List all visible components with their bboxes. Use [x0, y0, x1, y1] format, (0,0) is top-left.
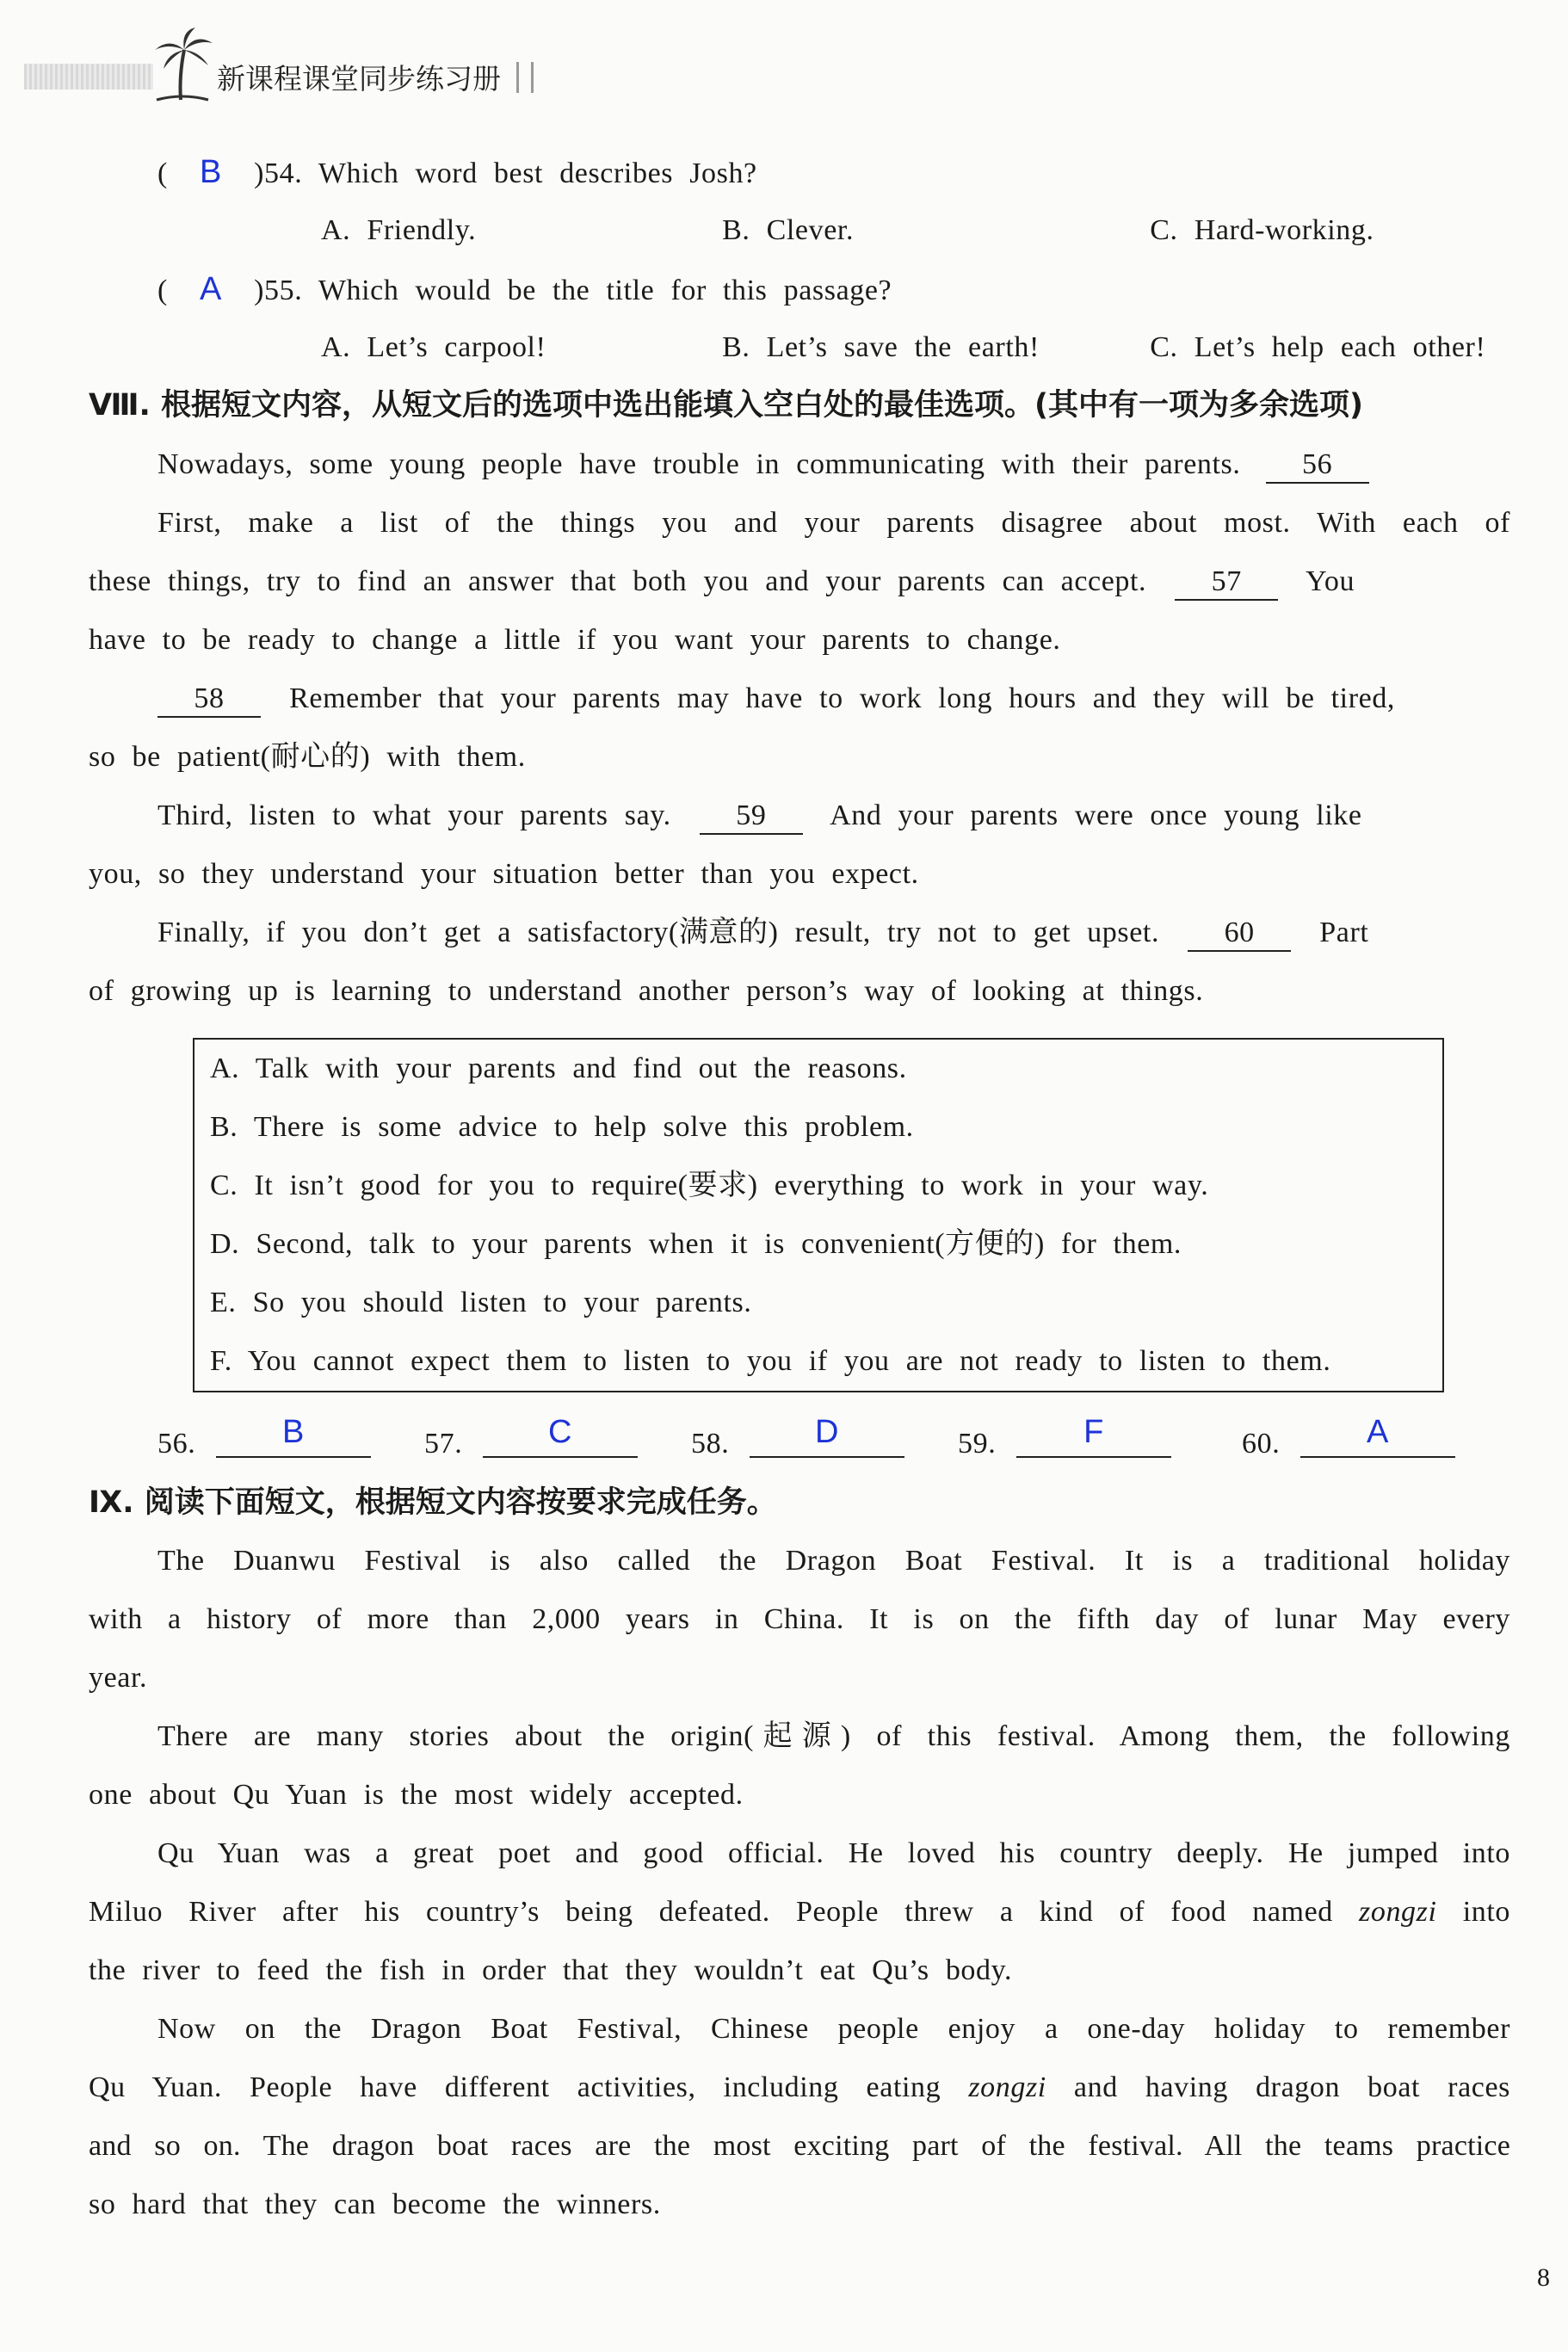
option-c: C. It isn’t good for you to require(要求) everything to work in your way.	[210, 1170, 1209, 1201]
s9-paragraph-1-line-3: year.	[89, 1662, 148, 1694]
question-55: ( A )55. Which would be the title for this passage?	[157, 271, 892, 307]
answer-59: F	[1016, 1415, 1171, 1458]
option-b: B. There is some advice to help solve this problem.	[210, 1111, 914, 1143]
blank-60: 60	[1188, 916, 1291, 952]
q55-option-b: B. Let’s save the earth!	[722, 331, 1040, 363]
option-e: E. So you should listen to your parents.	[210, 1287, 752, 1318]
s9-paragraph-4-line-1: Now on the Dragon Boat Festival, Chinese people enjoy a one-day holiday to remember	[157, 2013, 1510, 2045]
s8-paragraph-4-line-2: you, so they understand your situation better than you expect.	[89, 858, 919, 890]
page-number: 8	[1537, 2263, 1550, 2292]
q55-option-c: C. Let’s help each other!	[1150, 331, 1486, 363]
answer-58: D	[750, 1415, 904, 1458]
s8-paragraph-2-line-3: have to be ready to change a little if you want your parents to change.	[89, 624, 1061, 656]
section-8-heading: Ⅷ. 根据短文内容，从短文后的选项中选出能填入空白处的最佳选项。(其中有一项为多余选项)	[89, 388, 1364, 423]
s9-paragraph-4-line-2: Qu Yuan. People have different activities, including eating zongzi and having dragon boat races	[89, 2071, 1510, 2103]
s8-paragraph-3-line-1: 58 Remember that your parents may have to work long hours and they will be tired,	[157, 670, 1534, 728]
option-f: F. You cannot expect them to listen to you if you are not ready to listen to them.	[210, 1345, 1331, 1377]
answer-60-label: 60.	[1242, 1428, 1281, 1460]
header-rule	[516, 62, 534, 93]
s8-paragraph-4-line-1: Third, listen to what your parents say. 59 And your parents were once young like	[157, 787, 1534, 845]
blank-58: 58	[157, 682, 261, 718]
s9-paragraph-2-line-2: one about Qu Yuan is the most widely accepted.	[89, 1779, 744, 1811]
s9-paragraph-3-line-3: the river to feed the fish in order that they wouldn’t eat Qu’s body.	[89, 1954, 1013, 1986]
s8-paragraph-2-line-1: First, make a list of the things you and your parents disagree about most. With each of	[157, 507, 1510, 539]
q55-option-a: A. Let’s carpool!	[321, 331, 546, 363]
q54-options	[321, 201, 1526, 260]
q54-option-a: A. Friendly.	[321, 214, 477, 246]
q54-option-c: C. Hard-working.	[1150, 214, 1374, 246]
s9-paragraph-3-line-2: Miluo River after his country’s being defeated. People threw a kind of food named zongzi into	[89, 1896, 1510, 1928]
header-bar	[24, 64, 153, 90]
s8-paragraph-5-line-2: of growing up is learning to understand another person’s way of looking at things.	[89, 975, 1204, 1007]
s9-paragraph-2-line-1: There are many stories about the origin(起源) of this festival. Among them, the following	[157, 1720, 1510, 1752]
answer-59-label: 59.	[958, 1428, 997, 1460]
answer-56-label: 56.	[157, 1428, 196, 1460]
q54-stem: )54. Which word best describes Josh?	[254, 157, 757, 189]
answer-58-label: 58.	[691, 1428, 730, 1460]
s8-paragraph-5-line-1: Finally, if you don’t get a satisfactory(满意的) result, try not to get upset. 60 Part	[157, 904, 1552, 962]
q55-stem: )55. Which would be the title for this passage?	[254, 275, 892, 306]
s9-paragraph-4-line-4: so hard that they can become the winners.	[89, 2188, 661, 2220]
header-title: 新课程课堂同步练习册	[217, 62, 501, 96]
s9-paragraph-1-line-1: The Duanwu Festival is also called the Dragon Boat Festival. It is a traditional holiday	[157, 1545, 1510, 1577]
palm-tree-icon	[148, 24, 217, 102]
blank-59: 59	[700, 799, 803, 835]
q55-answer: A	[200, 271, 222, 307]
question-54: ( B )54. Which word best describes Josh?	[157, 154, 757, 190]
s8-paragraph-1: Nowadays, some young people have trouble in communicating with their parents. 56	[157, 435, 1552, 494]
answer-60: A	[1300, 1415, 1455, 1458]
answer-56: B	[216, 1415, 371, 1458]
option-d: D. Second, talk to your parents when it is convenient(方便的) for them.	[210, 1228, 1182, 1260]
s9-paragraph-1-line-2: with a history of more than 2,000 years in China. It is on the fifth day of lunar May every	[89, 1603, 1510, 1635]
blank-56: 56	[1266, 448, 1369, 484]
q54-answer: B	[200, 154, 222, 190]
answer-57-label: 57.	[424, 1428, 463, 1460]
s8-paragraph-2-line-2: these things, try to find an answer that both you and your parents can accept. 57 You	[89, 553, 1517, 611]
s8-paragraph-3-line-2: so be patient(耐心的) with them.	[89, 741, 526, 773]
option-a: A. Talk with your parents and find out the reasons.	[210, 1053, 907, 1084]
answer-57: C	[483, 1415, 638, 1458]
q54-option-b: B. Clever.	[722, 214, 855, 246]
s9-paragraph-3-line-1: Qu Yuan was a great poet and good official. He loved his country deeply. He jumped into	[157, 1837, 1510, 1869]
q55-options	[321, 318, 1543, 377]
options-box	[193, 1038, 1444, 1392]
blank-57: 57	[1175, 565, 1278, 601]
s9-paragraph-4-line-3: and so on. The dragon boat races are the most exciting part of the festival. All the teams practice	[89, 2130, 1510, 2162]
section-9-heading: Ⅸ. 阅读下面短文，根据短文内容按要求完成任务。	[89, 1485, 777, 1520]
